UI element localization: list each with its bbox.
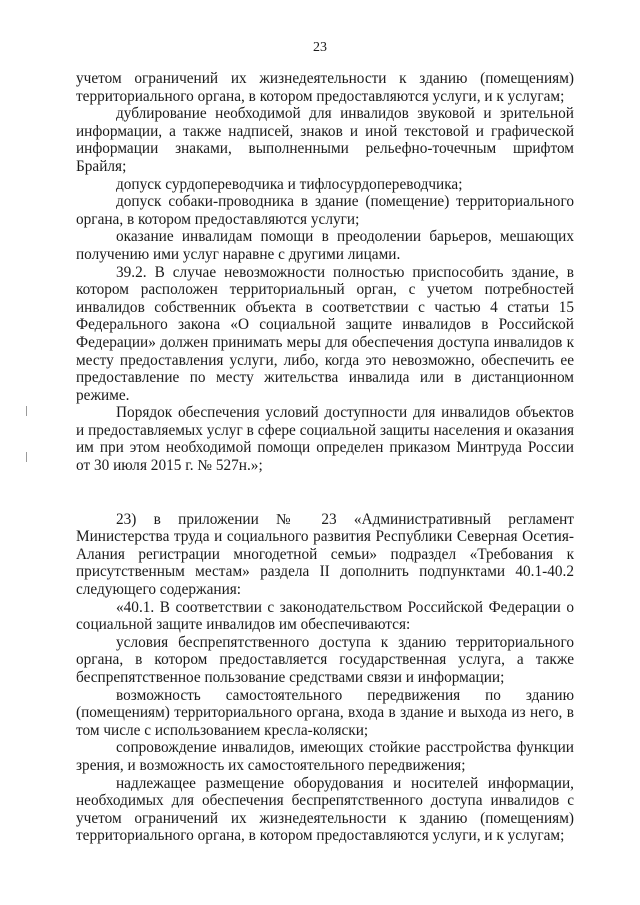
paragraph: условия беспрепятственного доступа к зданию территориального органа, в котором предоставляется государственная услуга, а также беспрепятственное пользование средствами связи и информации; bbox=[76, 633, 574, 686]
paragraph: надлежащее размещение оборудования и носителей информации, необходимых для обеспечения беспрепятственного доступа инвалидов с учетом ограничений их жизнедеятельности к зданию (помещениям) территориального органа, в котором предоставляются услуги, и к услугам; bbox=[76, 774, 574, 845]
paragraph: возможность самостоятельного передвижения по зданию (помещениям) территориального органа, входа в здание и выхода из него, в том числе с использованием кресла-коляски; bbox=[76, 686, 574, 739]
margin-mark bbox=[26, 406, 27, 416]
paragraph: учетом ограничений их жизнедеятельности к зданию (помещениям) территориального органа, в котором предоставляются услуги, и к услугам; bbox=[76, 70, 574, 105]
page-number: 23 bbox=[313, 40, 327, 55]
paragraph: допуск собаки-проводника в здание (помещение) территориального органа, в котором предоставляются услуги; bbox=[76, 193, 574, 228]
paragraph: оказание инвалидам помощи в преодолении барьеров, мешающих получению ими услуг наравне с другими лицами. bbox=[76, 228, 574, 263]
paragraph: 39.2. В случае невозможности полностью приспособить здание, в котором расположен территориальный орган, с учетом потребностей инвалидов собственник объекта в соответствии с частью 4 статьи 15 Федерального закона «О социальной защите инвалидов в Российской Федерации» должен принимать меры для обеспечения доступа инвалидов к месту предоставления услуги, либо, когда это невозможно, обеспечить ее предоставление по месту жительства инвалида или в дистанционном режиме. bbox=[76, 263, 574, 404]
margin-mark bbox=[26, 452, 27, 462]
paragraph: 23) в приложении № 23 «Административный регламент Министерства труда и социального развития Республики Северная Осетия-Алания регистрации многодетной семьи» подраздел «Требования к присутственным местам» раздела II дополнить подпунктами 40.1-40.2 следующего содержания: bbox=[76, 510, 574, 599]
paragraph: допуск сурдопереводчика и тифлосурдопереводчика; bbox=[116, 175, 463, 193]
document-body bbox=[76, 70, 574, 845]
paragraph: Порядок обеспечения условий доступности для инвалидов объектов и предоставляемых услуг в сфере социальной защиты населения и оказания им при этом необходимой помощи определен приказом Минтруда России от 30 июля 2015 г. № 527н.»; bbox=[76, 404, 574, 475]
paragraph: сопровождение инвалидов, имеющих стойкие расстройства функции зрения, и возможность их самостоятельного передвижения; bbox=[76, 739, 574, 774]
paragraph: «40.1. В соответствии с законодательством Российской Федерации о социальной защите инвалидов им обеспечиваются: bbox=[76, 598, 574, 634]
paragraph: дублирование необходимой для инвалидов звуковой и зрительной информации, а также надписей, знаков и иной текстовой и графической информации знаками, выполненными рельефно-точечным шрифтом Брайля; bbox=[76, 105, 574, 175]
